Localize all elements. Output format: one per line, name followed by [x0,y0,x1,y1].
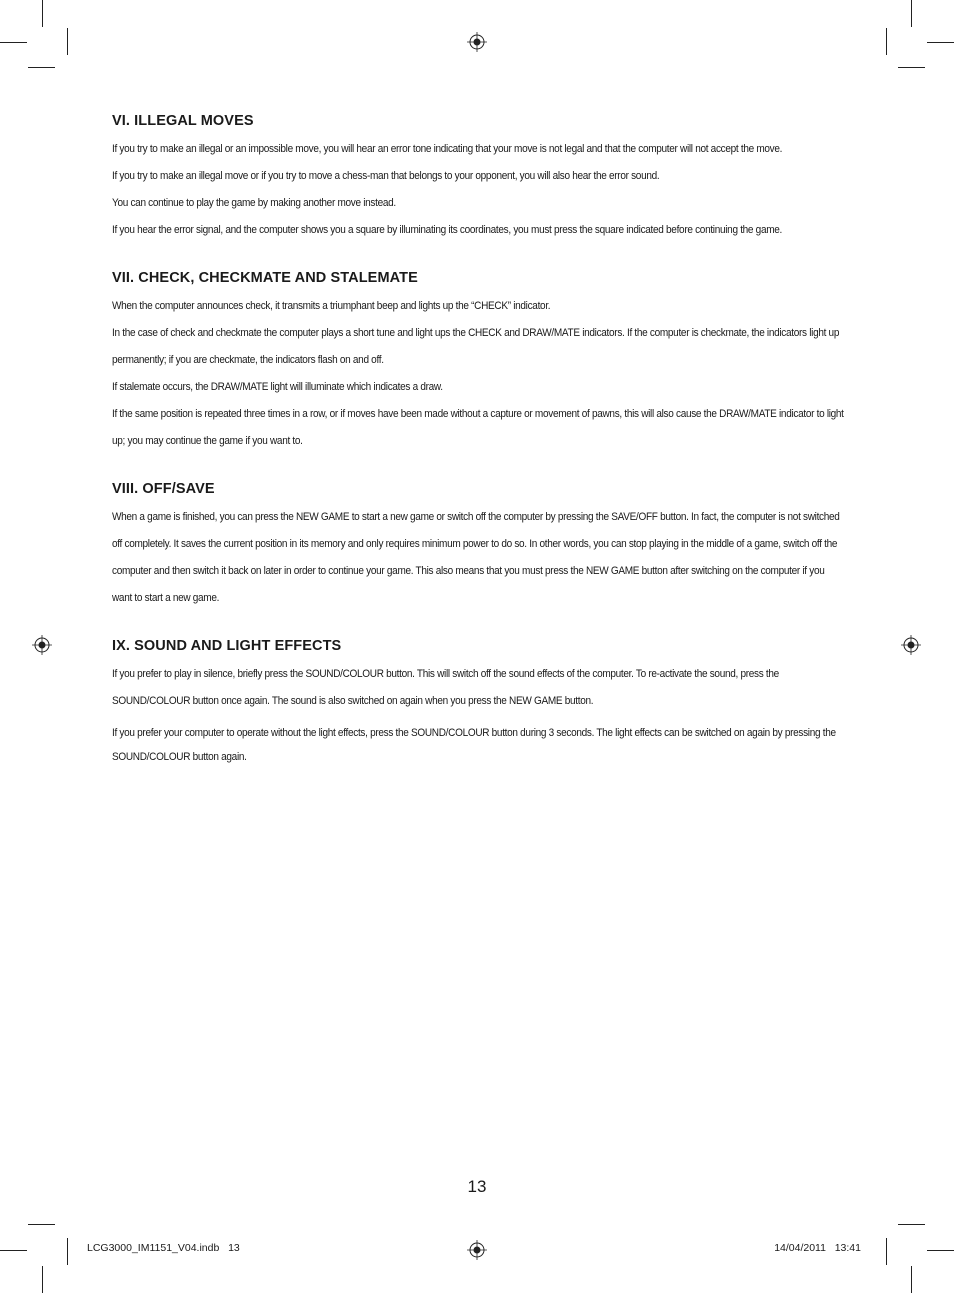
page-number: 13 [467,1177,487,1196]
registration-mark-icon [467,32,487,52]
crop-mark [898,1224,925,1225]
paragraph: If the same position is repeated three times in a row, or if moves have been made without a capture or movement of pawns, this will also cause the DRAW/MATE indicator to light up; you may continue the game if you want to. [112,408,844,447]
crop-mark [911,1266,912,1293]
crop-mark [67,28,68,55]
section-heading: VI. ILLEGAL MOVES [112,113,254,129]
paragraph: If you prefer to play in silence, briefly press the SOUND/COLOUR button. This will switch off the sound effects of the computer. To re-activate the sound, press the SOUND/COLOUR button once again. The sound is also switched on again when you press the NEW GAME button. [112,668,779,707]
section-heading: VIII. OFF/SAVE [112,481,215,497]
crop-mark [42,1266,43,1293]
paragraph: If you prefer your computer to operate without the light effects, press the SOUND/COLOUR button during 3 seconds. The light effects can be switched on again by pressing the SOUND/COLOUR button again. [112,727,836,763]
crop-mark [886,1238,887,1265]
footer-timestamp: 14/04/2011 13:41 [774,1242,861,1254]
crop-mark [42,0,43,27]
document-body [112,113,847,795]
crop-mark [886,28,887,55]
paragraph: When a game is finished, you can press the NEW GAME to start a new game or switch off the computer by pressing the SAVE/OFF button. In fact, the computer is not switched off completely. It saves the current position in its memory and only requires minimum power to do so. In other words, you can stop playing in the middle of a game, switch off the computer and then switch it back on later in order to continue your game. This also means that you must press the NEW GAME button after switching on the computer if you want to start a new game. [112,511,840,604]
crop-mark [927,42,954,43]
footer-file-info: LCG3000_IM1151_V04.indb 13 [87,1242,240,1254]
section-heading: VII. CHECK, CHECKMATE AND STALEMATE [112,270,418,286]
paragraph: If stalemate occurs, the DRAW/MATE light will illuminate which indicates a draw. [112,381,443,393]
crop-mark [0,1250,27,1251]
crop-mark [911,0,912,27]
section-heading: IX. SOUND AND LIGHT EFFECTS [112,638,342,654]
crop-mark [67,1238,68,1265]
crop-mark [28,1224,55,1225]
paragraph: If you hear the error signal, and the computer shows you a square by illuminating its coordinates, you must press the square indicated before continuing the game. [112,224,782,236]
crop-mark [927,1250,954,1251]
paragraph: In the case of check and checkmate the computer plays a short tune and light ups the CHECK and DRAW/MATE indicators. If the computer is checkmate, the indicators light up permanently; if you are checkmate, the indicators flash on and off. [112,327,840,366]
paragraph: If you try to make an illegal or an impossible move, you will hear an error tone indicating that your move is not legal and that the computer will not accept the move. [112,143,783,155]
section-sound-light-effects [112,638,847,769]
paragraph: You can continue to play the game by making another move instead. [112,197,396,209]
crop-mark [0,42,27,43]
section-off-save [112,481,847,612]
paragraph: When the computer announces check, it transmits a triumphant beep and lights up the “CHECK” indicator. [112,300,551,312]
crop-mark [28,67,55,68]
registration-mark-icon [32,635,52,655]
registration-mark-icon [901,635,921,655]
crop-mark [898,67,925,68]
section-illegal-moves [112,113,847,244]
registration-mark-icon [467,1240,487,1260]
section-check-checkmate-stalemate [112,270,847,455]
paragraph: If you try to make an illegal move or if you try to move a chess-man that belongs to your opponent, you will also hear the error sound. [112,170,660,182]
